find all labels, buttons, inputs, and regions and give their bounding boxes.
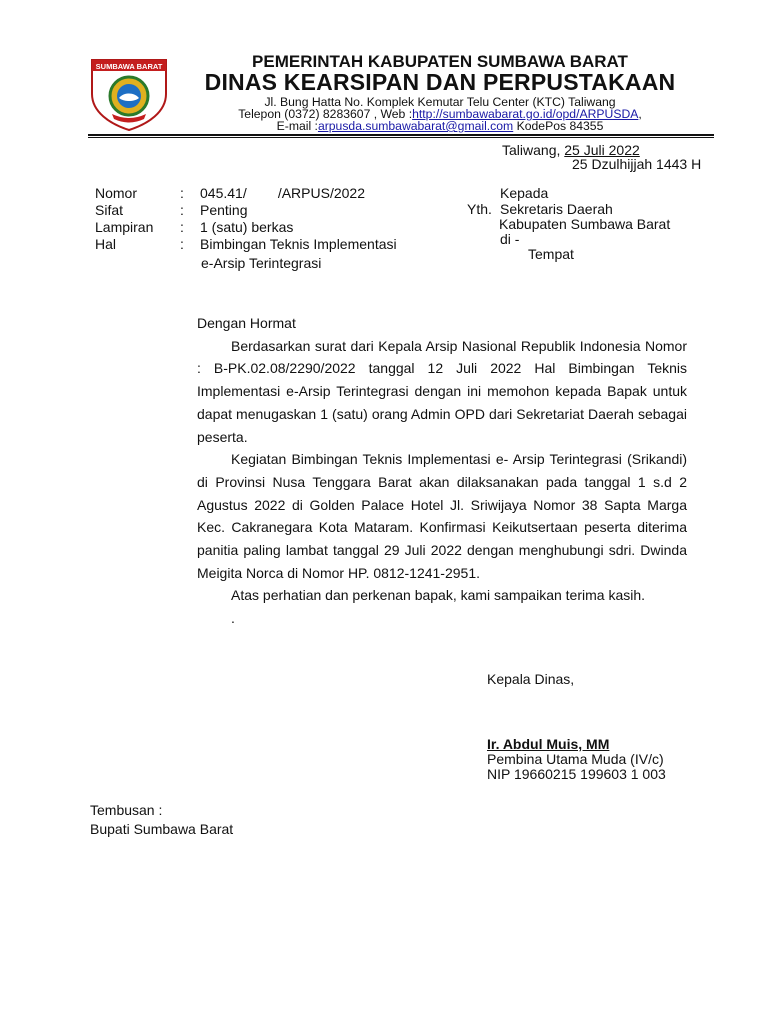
government-name: PEMERINTAH KABUPATEN SUMBAWA BARAT <box>252 52 628 71</box>
cc-label: Tembusan : <box>90 802 163 818</box>
phone-text: Telepon (0372) 8283607 , Web : <box>238 107 413 121</box>
value-nomor: 045.41/ /ARPUS/2022 <box>200 185 365 201</box>
hijri-date: 25 Dzulhijjah 1443 H <box>572 156 702 172</box>
value-hal: Bimbingan Teknis Implementasi <box>200 236 397 252</box>
email-link[interactable]: arpusda.sumbawabarat@gmail.com <box>317 119 514 133</box>
logo-text: SUMBAWA BARAT <box>95 62 163 71</box>
web-link[interactable]: http://sumbawabarat.go.id/opd/ARPUSDA <box>412 107 639 121</box>
cc-item: Bupati Sumbawa Barat <box>90 821 234 837</box>
signatory-rank: Pembina Utama Muda (IV/c) <box>487 751 664 767</box>
paragraph-2: Kegiatan Bimbingan Teknis Implementasi e- Arsip Terintegrasi (Srikandi) di Provinsi Nusa Tenggara Barat akan dilaksanakan pada tanggal 1 s.d 2 Agustus 2022 di Golden Palace Hotel Jl. Sriwijaya Nomor 38 Sapta Marga Kec. Cakranegara Kota Mataram. Konfirmasi Keikutsertaan peserta diterima panitia paling lambat tanggal 29 Juli 2022 dengan menghubungi sdri. Dwinda Meigita Norca di Nomor HP. 0812-1241-2951. <box>197 451 687 581</box>
paragraph-3: Atas perhatian dan perkenan bapak, kami sampaikan terima kasih. <box>231 587 646 604</box>
recipient-line3: di - <box>500 231 520 247</box>
recipient-line1: Sekretaris Daerah <box>500 201 613 217</box>
paragraph-1: Berdasarkan surat dari Kepala Arsip Nasional Republik Indonesia Nomor : B-PK.02.08/2290/2022 tanggal 12 Juli 2022 Hal Bimbingan Teknis Implementasi e-Arsip Terintegrasi dengan ini memohon kepada Bapak untuk dapat menugaskan 1 (satu) orang Admin OPD dari Sekretariat Daerah sebagai peserta. <box>197 337 687 445</box>
signatory-nip: NIP 19660215 199603 1 003 <box>487 766 666 782</box>
recipient-yth: Yth. <box>467 201 492 217</box>
letterhead-divider-thin <box>88 137 714 138</box>
signatory-title: Kepala Dinas, <box>487 671 575 687</box>
salutation: Dengan Hormat <box>197 315 296 331</box>
stray-dot: . <box>231 610 235 627</box>
regency-logo <box>88 56 170 132</box>
recipient-line2: Kabupaten Sumbawa Barat <box>499 216 671 232</box>
agency-address: Jl. Bung Hatta No. Komplek Kemutar Telu Center (KTC) Taliwang <box>264 95 616 109</box>
colon: : <box>180 185 184 201</box>
gregorian-date: 25 Juli 2022 <box>564 142 640 158</box>
place: Taliwang, <box>502 142 565 158</box>
letterhead-divider <box>88 134 714 136</box>
colon: : <box>180 236 184 252</box>
agency-email <box>180 119 700 133</box>
recipient-line4: Tempat <box>528 246 574 262</box>
agency-name: DINAS KEARSIPAN DAN PERPUSTAKAAN <box>204 69 676 95</box>
postcode: KodePos 84355 <box>513 119 604 133</box>
value-lampiran: 1 (satu) berkas <box>200 219 294 235</box>
colon: : <box>180 202 184 218</box>
value-sifat: Penting <box>200 202 248 218</box>
colon: : <box>180 219 184 235</box>
signatory-name: Ir. Abdul Muis, MM <box>487 736 610 752</box>
label-hal: Hal <box>95 236 117 252</box>
label-nomor: Nomor <box>95 185 138 201</box>
label-lampiran: Lampiran <box>95 219 154 235</box>
recipient-kepada: Kepada <box>500 185 549 201</box>
value-hal-line2: e-Arsip Terintegrasi <box>201 255 322 271</box>
email-label: E-mail : <box>276 119 318 133</box>
label-sifat: Sifat <box>95 202 124 218</box>
letter-body <box>197 312 687 630</box>
phone-suffix: , <box>638 107 642 121</box>
